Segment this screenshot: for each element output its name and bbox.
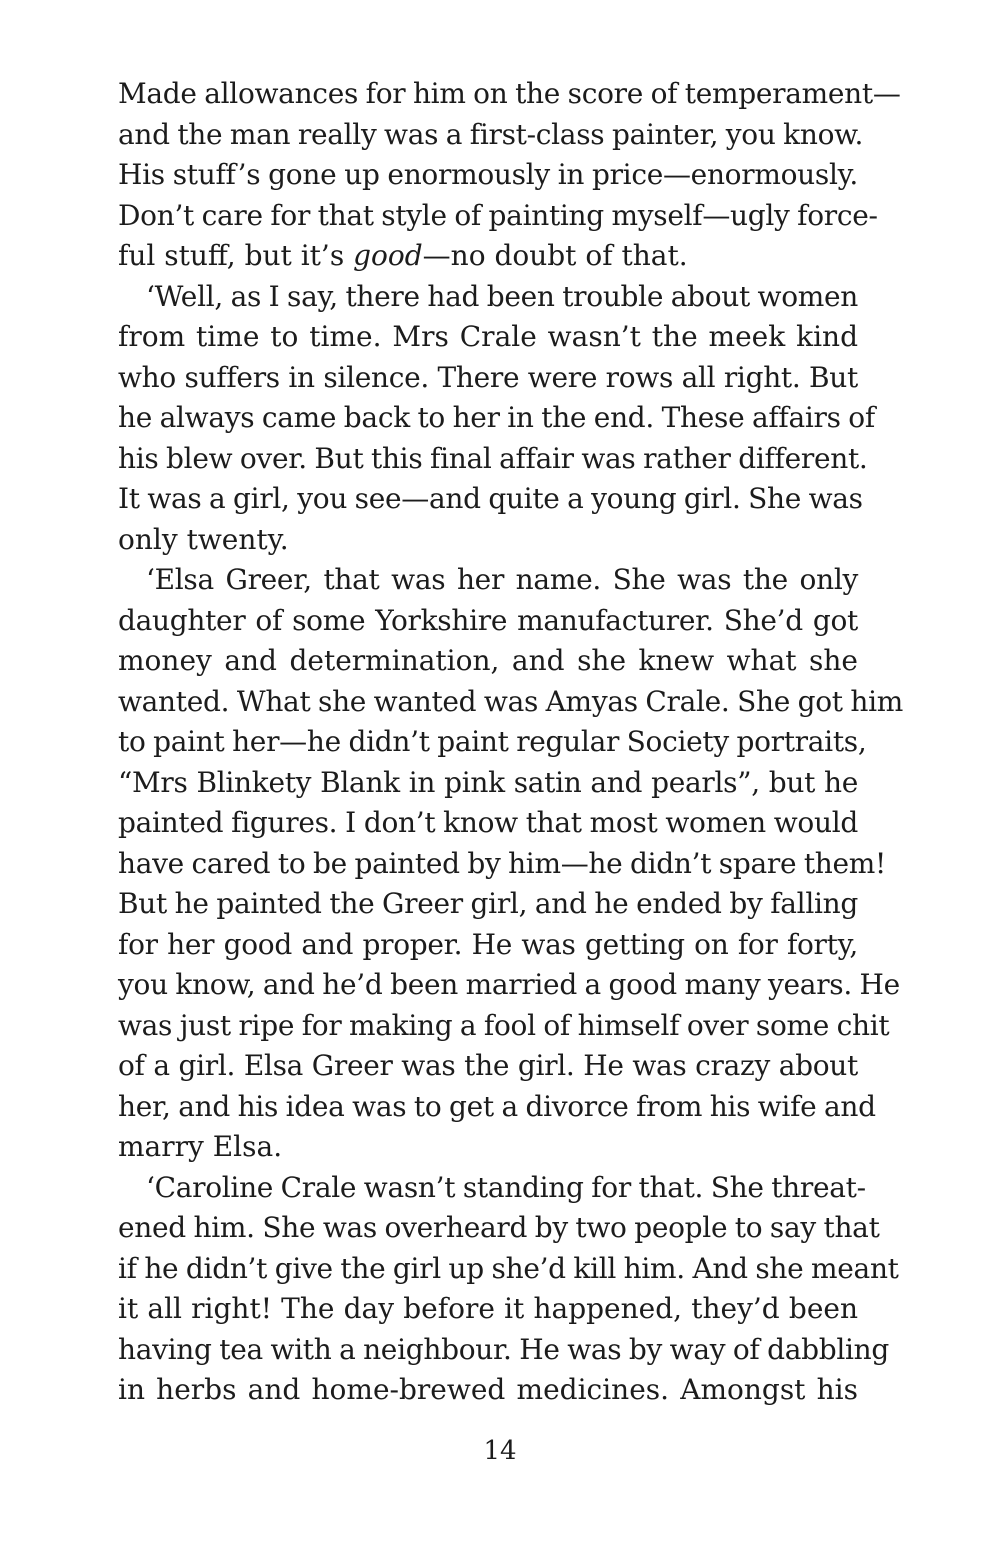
text-line: money and determination, and she knew what she [118, 644, 858, 677]
text-line: was just ripe for making a fool of himself over some chit [118, 1008, 890, 1042]
text-line: if he didn’t give the girl up she’d kill him. And she meant [118, 1251, 899, 1285]
text-line: in herbs and home-brewed medicines. Amongst his [118, 1373, 858, 1406]
text-line: he always came back to her in the end. These affairs of [118, 401, 875, 434]
text-line: ened him. She was overheard by two people to say that [118, 1211, 880, 1244]
text-line: “Mrs Blinkety Blank in pink satin and pearls”, but he [118, 765, 858, 799]
text-line: Don’t care for that style of painting myself—ugly force- [118, 198, 878, 232]
text-line: only twenty. [118, 522, 289, 556]
text-line: to paint her—he didn’t paint regular Society portraits, [118, 725, 867, 758]
text-line: ‘Well, as I say, there had been trouble about women [146, 279, 859, 313]
text-line: ‘Elsa Greer, that was her name. She was the only [146, 563, 858, 596]
paragraph-4 [118, 1168, 899, 1411]
text-line: ful stuff, but it’s good—no doubt of that. [118, 239, 688, 272]
text-line: of a girl. Elsa Greer was the girl. He was crazy about [118, 1049, 858, 1082]
text-line: and the man really was a first-class painter, you know. [118, 117, 864, 151]
text-line: wanted. What she wanted was Amyas Crale. She got him [118, 684, 903, 718]
text-line: It was a girl, you see—and quite a young girl. She was [118, 482, 863, 515]
text-line: for her good and proper. He was getting on for forty, [118, 927, 858, 961]
text-line: have cared to be painted by him—he didn’t spare them! [118, 846, 887, 880]
text-line: painted figures. I don’t know that most women would [118, 806, 858, 839]
paragraph-2 [118, 277, 875, 561]
text-line: ‘Caroline Crale wasn’t standing for that. She threat- [146, 1170, 866, 1204]
paragraph-3 [118, 560, 903, 1168]
body-text [118, 74, 903, 1411]
text-line: you know, and he’d been married a good many years. He [118, 968, 900, 1001]
text-line: having tea with a neighbour. He was by way of dabbling [118, 1332, 890, 1366]
text-line: But he painted the Greer girl, and he ended by falling [118, 887, 858, 920]
page-number: 14 [483, 1436, 517, 1466]
text-line: His stuff’s gone up enormously in price—enormously. [118, 158, 858, 191]
text-line: daughter of some Yorkshire manufacturer. She’d got [118, 603, 858, 637]
paragraph-1 [118, 74, 901, 277]
text-line: his blew over. But this final affair was rather different. [118, 441, 868, 475]
text-line: from time to time. Mrs Crale wasn’t the meek kind [118, 320, 858, 353]
text-line: her, and his idea was to get a divorce from his wife and [118, 1089, 876, 1123]
text-line: it all right! The day before it happened, they’d been [118, 1292, 858, 1325]
text-line: Made allowances for him on the score of temperament— [118, 77, 901, 110]
text-line: who suffers in silence. There were rows all right. But [118, 360, 858, 394]
text-line: marry Elsa. [118, 1130, 283, 1163]
